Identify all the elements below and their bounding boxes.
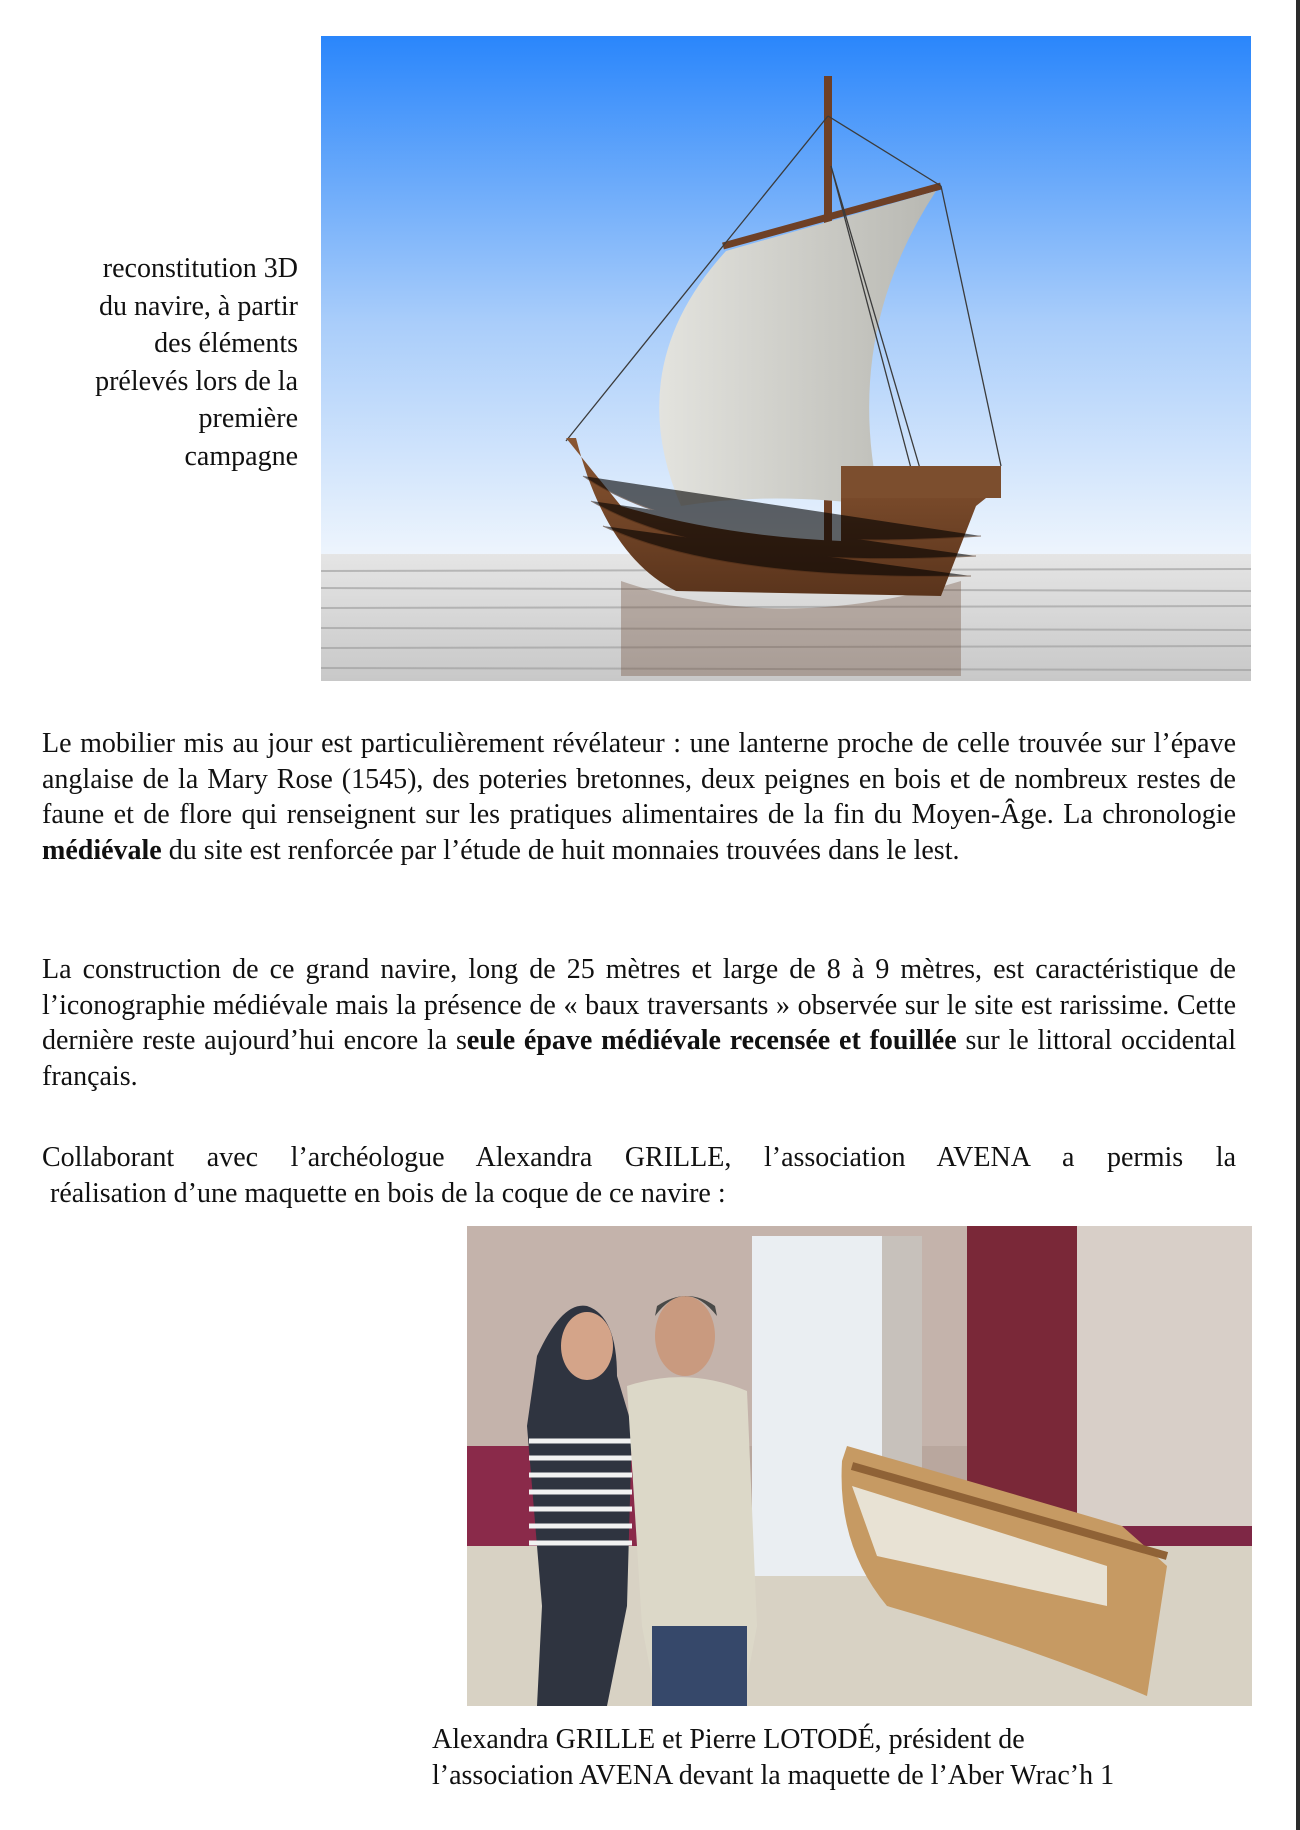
page-edge-bar <box>1296 0 1300 1830</box>
caption-line: du navire, à partir <box>98 290 298 322</box>
bold-text: médiévale <box>42 834 162 866</box>
text-line: réalisation d’une maquette en bois de la coque de ce navire : <box>50 1177 726 1209</box>
text: La construction de ce grand navire, long de 25 mètres et large de 8 à 9 mètres, est caractéristique de l’iconographie médiévale mais la présence de « baux traversants » observée sur le site est rarissime. Cette dernière reste aujourd’hui encore la s <box>42 954 1236 1056</box>
text: Le mobilier mis au jour est particulièrement révélateur : une lanterne proche de celle trouvée sur l’épave anglaise de la Mary Rose (1545), des poteries bretonnes, deux peignes en bois et de nombreux restes de faune et de flore qui renseignent sur les pratiques alimentaires de la fin du Moyen-Âge. La chronologie <box>42 728 1236 830</box>
paragraph-construction <box>42 952 1236 1094</box>
figure1-caption <box>30 250 298 475</box>
striped-top <box>529 1441 632 1543</box>
text: sur le littoral occidental français. <box>42 1025 1236 1092</box>
stern-castle <box>841 466 1001 498</box>
paragraph-collaboration <box>42 1140 1236 1211</box>
caption-line: première <box>198 403 298 434</box>
caption-line: prélevés lors de la <box>95 365 298 397</box>
bold-text: eule épave médiévale recensée et fouillée <box>466 1025 957 1056</box>
caption-line: Alexandra GRILLE et Pierre LOTODÉ, président de <box>432 1724 1025 1755</box>
ship-3d-reconstruction-image <box>321 36 1251 681</box>
caption-line: reconstitution 3D <box>102 253 298 284</box>
text-line: Collaborant avec l’archéologue Alexandra GRILLE, l’association AVENA a permis la <box>42 1142 1236 1173</box>
paragraph-artifacts <box>42 726 1236 868</box>
caption-line: campagne <box>184 440 298 472</box>
figure2-caption <box>432 1722 1262 1794</box>
man-jeans <box>652 1626 747 1706</box>
woman-face <box>561 1312 613 1380</box>
man-face <box>655 1296 715 1376</box>
model-photo <box>467 1226 1252 1706</box>
caption-line: des éléments <box>154 328 298 359</box>
text: du site est renforcée par l’étude de huit monnaies trouvées dans le lest. <box>161 834 960 866</box>
caption-line: l’association AVENA devant la maquette de l’Aber Wrac’h 1 <box>432 1760 1115 1791</box>
